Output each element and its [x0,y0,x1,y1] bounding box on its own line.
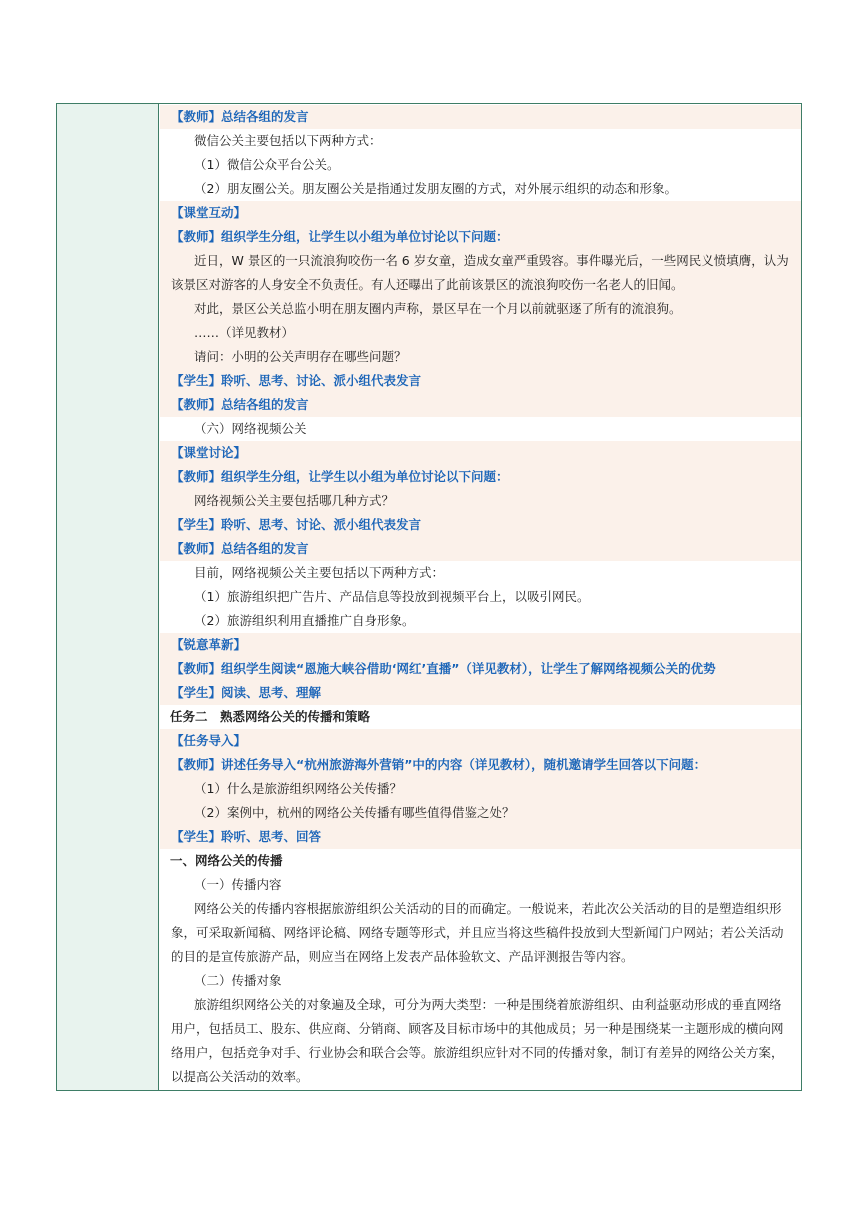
question-line: （2）案例中，杭州的网络公关传播有哪些值得借鉴之处？ [160,801,801,825]
lesson-table [56,103,802,1091]
section-tag: 【锐意革新】 [160,633,801,657]
teacher-instruction: 【教师】组织学生分组，让学生以小组为单位讨论以下问题： [160,465,801,489]
subsection-title: （六）网络视频公关 [194,421,307,436]
teacher-instruction: 【教师】讲述任务导入“杭州旅游海外营销”中的内容（详见教材），随机邀请学生回答以下问题： [160,753,801,777]
text-line: 网络视频公关主要包括哪几种方式？ [160,489,801,513]
subsection-title: （一）传播内容 [194,877,282,892]
student-activity: 【学生】聆听、思考、讨论、派小组代表发言 [160,369,801,393]
section-tag: 【课堂互动】 [160,201,801,225]
student-activity: 【学生】阅读、思考、理解 [160,681,801,705]
text-line: 微信公关主要包括以下两种方式： [194,133,382,148]
text-line: 请问：小明的公关声明存在哪些问题？ [160,345,801,369]
left-column [57,104,159,1090]
subsection-title: （二）传播对象 [194,973,282,988]
teacher-summary-1: 【教师】总结各组的发言 [160,105,801,129]
text-line: （2）朋友圈公关。朋友圈公关是指通过发朋友圈的方式，对外展示组织的动态和形象。 [194,181,677,196]
text-line: 对此，景区公关总监小明在朋友圈内声称，景区早在一个月以前就驱逐了所有的流浪狗。 [160,297,801,321]
text-line: 目前，网络视频公关主要包括以下两种方式： [194,565,445,580]
section-heading: 一、网络公关的传播 [170,853,283,868]
text-line: （2）旅游组织利用直播推广自身形象。 [194,613,415,628]
task-title: 任务二 熟悉网络公关的传播和策略 [170,709,371,724]
teacher-summary-2: 【教师】总结各组的发言 [160,393,801,417]
student-activity: 【学生】聆听、思考、回答 [160,825,801,849]
section-tag: 【任务导入】 [160,729,801,753]
content-paragraph: 网络公关的传播内容根据旅游组织公关活动的目的而确定。一般说来，若此次公关活动的目的是塑造组织形象，可采取新闻稿、网络评论稿、网络专题等形式，并且应当将这些稿件投放到大型新闻门户网站；若公关活动的目的是宣传旅游产品，则应当在网络上发表产品体验软文、产品评测报告等内容。 [171,901,784,964]
teacher-summary-3: 【教师】总结各组的发言 [160,537,801,561]
case-paragraph: 近日，W 景区的一只流浪狗咬伤一名 6 岁女童，造成女童严重毁容。事件曝光后，一些网民义愤填膺，认为该景区对游客的人身安全不负责任。有人还曝出了此前该景区的流浪狗咬伤一名老人的旧闻。 [160,249,801,297]
section-tag: 【课堂讨论】 [160,441,801,465]
content-column [160,104,801,1090]
text-line: （1）微信公众平台公关。 [194,157,340,172]
teacher-instruction: 【教师】组织学生阅读“恩施大峡谷借助‘网红’直播”（详见教材），让学生了解网络视频公关的优势 [160,657,801,681]
text-line: ……（详见教材） [160,321,801,345]
student-activity: 【学生】聆听、思考、讨论、派小组代表发言 [160,513,801,537]
question-line: （1）什么是旅游组织网络公关传播？ [160,777,801,801]
text-line: （1）旅游组织把广告片、产品信息等投放到视频平台上，以吸引网民。 [194,589,590,604]
teacher-instruction: 【教师】组织学生分组，让学生以小组为单位讨论以下问题： [160,225,801,249]
audience-paragraph: 旅游组织网络公关的对象遍及全球，可分为两大类型：一种是围绕着旅游组织、由利益驱动形成的垂直网络用户，包括员工、股东、供应商、分销商、顾客及目标市场中的其他成员；另一种是围绕某一主题形成的横向网络用户，包括竞争对手、行业协会和联合会等。旅游组织应针对不同的传播对象，制订有差异的网络公关方案，以提高公关活动的效率。 [171,997,784,1084]
